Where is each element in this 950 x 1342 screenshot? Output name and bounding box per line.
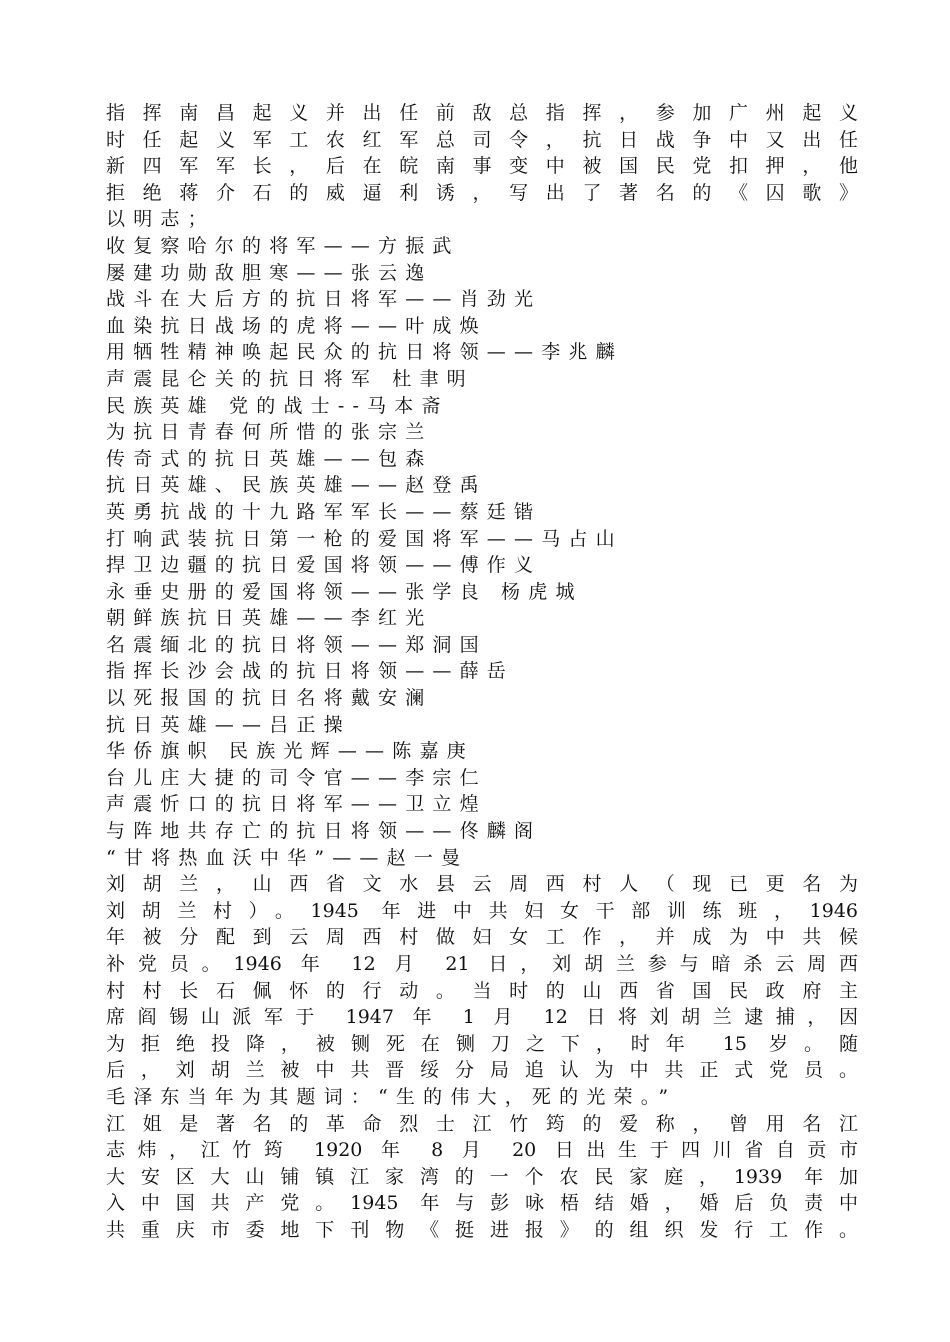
text-line: 打响武装抗日第一枪的爱国将军——马占山 — [106, 527, 623, 550]
text-line: 英勇抗战的十九路军军长——蔡廷锴 — [106, 500, 542, 523]
text-line: 声震忻口的抗日将军——卫立煌 — [106, 793, 487, 816]
text-line: 台儿庄大捷的司令官——李宗仁 — [106, 766, 487, 789]
text-line: 永垂史册的爱国将领——张学良 杨虎城 — [106, 580, 583, 603]
text-line: 民族英雄 党的战士--马本斋 — [106, 394, 449, 417]
text-line: 名震缅北的抗日将领——郑洞国 — [106, 633, 487, 656]
text-line: 捍卫边疆的抗日爱国将领——傅作义 — [106, 554, 542, 577]
document-text — [106, 100, 858, 1244]
text-line: 刘胡兰村）。1945 年进中共妇女干部训练班，1946 — [106, 899, 858, 922]
text-line: “甘将热血沃中华”——赵一曼 — [106, 846, 469, 869]
text-line: 村村长石佩怀的行动。当时的山西省国民政府主 — [106, 979, 858, 1002]
text-line: 补党员。1946 年 12 月 21 日，刘胡兰参与暗杀云周西 — [106, 953, 858, 975]
text-line: 为拒绝投降，被铡死在铡刀之下，时年 15 岁。随 — [106, 1032, 858, 1055]
text-line: 用牺牲精神唤起民众的抗日将领——李兆麟 — [106, 341, 623, 364]
text-line: 时任起义军工农红军总司令，抗日战争中又出任 — [106, 128, 858, 151]
text-line: 屡建功勋敌胆寒——张云逸 — [106, 261, 433, 284]
text-line: 为抗日青春何所惜的张宗兰 — [106, 421, 433, 444]
text-line: 年被分配到云周西村做妇女工作，并成为中共候 — [106, 926, 858, 949]
text-line: 声震昆仑关的抗日将军 杜聿明 — [106, 367, 474, 390]
text-line: 拒绝蒋介石的威逼利诱，写出了著名的《囚歌》 — [106, 181, 858, 204]
text-line: 新四军军长，后在皖南事变中被国民党扣押，他 — [106, 155, 858, 178]
text-line: 后，刘胡兰被中共晋绥分局追认为中共正式党员。 — [106, 1059, 858, 1082]
text-line: 战斗在大后方的抗日将军——肖劲光 — [106, 288, 542, 311]
text-line: 入中国共产党。1945 年与彭咏梧结婚，婚后负责中 — [106, 1192, 858, 1215]
text-line: 以死报国的抗日名将戴安澜 — [106, 687, 433, 710]
text-line: 抗日英雄——吕正操 — [106, 713, 351, 736]
text-line: 席阎锡山派军于 1947 年 1 月 12 日将刘胡兰逮捕，因 — [106, 1006, 858, 1029]
text-line: 传奇式的抗日英雄——包森 — [106, 447, 433, 470]
text-line: 朝鲜族抗日英雄——李红光 — [106, 607, 433, 630]
text-line: 刘胡兰，山西省文水县云周西村人（现已更名为 — [106, 873, 858, 896]
text-line: 与阵地共存亡的抗日将领——佟麟阁 — [106, 820, 542, 843]
text-line: 以明志； — [106, 208, 215, 231]
text-line: 大安区大山铺镇江家湾的一个农民家庭，1939 年加 — [106, 1165, 858, 1188]
text-line: 抗日英雄、民族英雄——赵登禹 — [106, 474, 487, 497]
text-line: 指挥南昌起义并出任前敌总指挥，参加广州起义 — [106, 102, 858, 124]
text-line: 毛泽东当年为其题词：“生的伟大，死的光荣。” — [106, 1085, 677, 1108]
text-line: 江姐是著名的革命烈士江竹筠的爱称，曾用名江 — [106, 1112, 858, 1135]
text-line: 志炜，江竹筠 1920 年 8 月 20 日出生于四川省自贡市 — [106, 1139, 858, 1162]
text-line: 血染抗日战场的虎将——叶成焕 — [106, 314, 487, 337]
text-line: 共重庆市委地下刊物《挺进报》的组织发行工作。 — [106, 1218, 858, 1241]
text-line: 指挥长沙会战的抗日将领——薛岳 — [106, 660, 515, 683]
text-line: 华侨旗帜 民族光辉——陈嘉庚 — [106, 740, 474, 763]
text-line: 收复察哈尔的将军——方振武 — [106, 234, 460, 257]
